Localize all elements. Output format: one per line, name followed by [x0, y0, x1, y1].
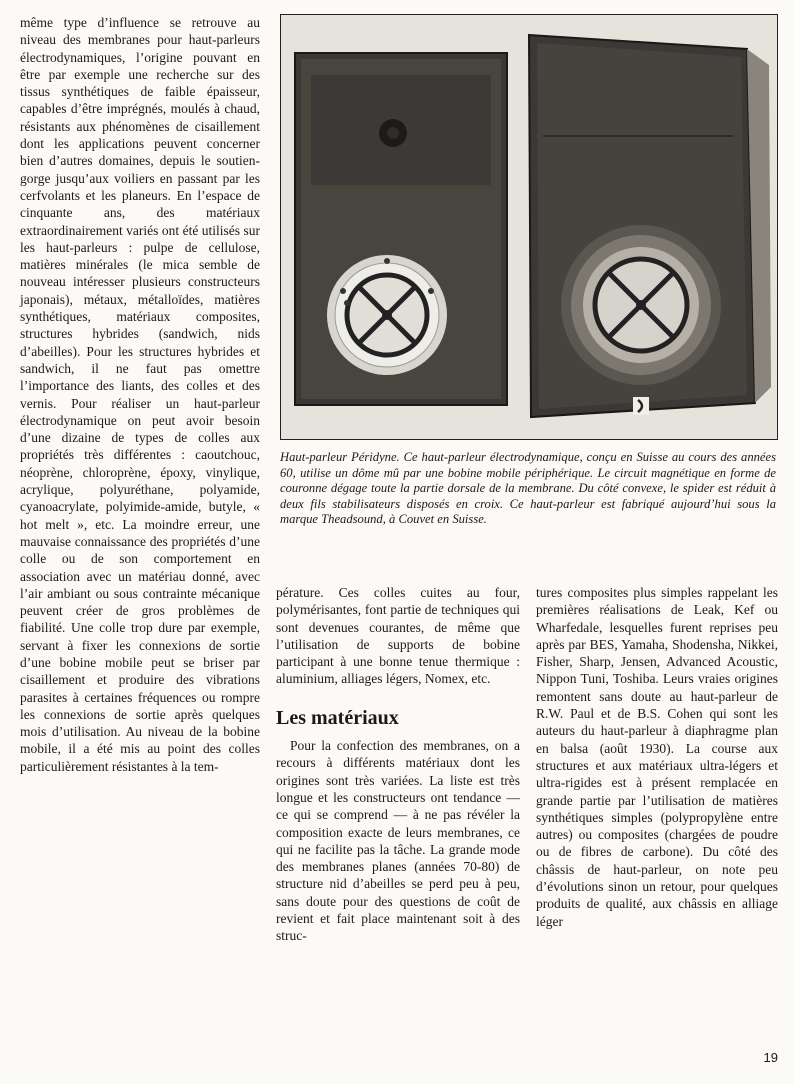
speaker-angled-view: [529, 35, 771, 417]
left-paragraph: même type d’influence se retrouve au niveau des membranes pour haut-parleurs électrodynamiques, l’origine pouvant en être par exemple une recherche sur des tissus synthétiques de faible épaisseur, capables d’être imprégnés, moulés à chaud, résistants aux phénomènes de cisaillement dont les applications peuvent concerner bien d’autres domaines, depuis le soutien-gorge jusqu’aux voiliers en passant par les cerfvolants et les planeurs. En l’espace de cinquante ans, des matériaux extraordinairement variés ont été utilisés sur les haut-parleurs : pulpe de cellulose, matières minérales (le mica semble de nouveau intéresser plusieurs constructeurs japonais), métaux, métalloïdes, matières synthétiques, matériaux composites, structures hybrides (sandwich, nids d’abeilles). Pour les structures hybrides et sandwich, il ne faut pas omettre l’importance des liants, des colles et des vernis. Pour réaliser un haut-parleur électrodynamique on peut avoir besoin d’une dizaine de types de colles aux propriétés très différentes : caoutchouc, néoprène, chloroprène, époxy, vinylique, acrylique, polyuréthane, polyamide, cyanoacrylate, polyimide-amide, butyle, « hot melt », etc. La moindre erreur, une mauvaise connaissance des propriétés d’une colle ou de son comportement en association avec un matériau donné, avec l’air ambiant ou sous contrainte mécanique peuvent créer de gros problèmes de fiabilité. Une colle trop dure par exemple, servant à fixer les connexions de sortie d’une bobine mobile peut se briser par cisaillement et produire des vibrations parasites à certaines fréquences ou rompre les connexions de sortie après quelques mois d’utilisation. Au niveau de la bobine mobile, il a été mis au point des colles particulièrement résistantes à la tem-: [20, 15, 260, 774]
left-column: [20, 14, 260, 775]
middle-paragraph-2: Pour la confection des membranes, on a recours à différents matériaux dont les origines sont très variées. La liste est très longue et les constructeurs ont tendance — ce qui se comprend — à ne pas révéler la composition exacte de leurs membranes, ce qui ne facilite pas la tâche. La grande mode des membranes planes (années 70-80) de structure nid d’abeilles se perd peu à peu, sans doute pour des questions de coût de revient et fait place maintenant soit à des struc-: [276, 738, 520, 944]
middle-paragraph-1: pérature. Ces colles cuites au four, polymérisantes, font partie de techniques qui sont devenues courantes, de même que l’utilisation de supports de bobine participant à une bonne tenue thermique : aluminium, alliages légers, Nomex, etc.: [276, 585, 520, 687]
right-paragraph-1: tures composites plus simples rappelant les premières réalisations de Leak, Kef ou Wharfedale, lesquelles furent reprises peu après par BES, Yamaha, Shodensha, Nikkei, Fisher, Sharp, Jensen, Advanced Acoustic, Nippon Tuni, Toshiba. Leurs vraies origines remontent sans doute au haut-parleur de R.W. Paul et de B.S. Cohen qui sont les auteurs du haut-parleur à diaphragme plan en balsa (août 1930). La course aux structures et aux matériaux ultra-légers et ultra-rigides est à présent remplacée en grande partie par l’utilisation de matières synthétiques simples (polypropylène entre autres) ou composites (chargées de poudre ou de fibres de carbone). Du côté des châssis de haut-parleur, on note peu d’évolutions sinon un retour, pour quelques produits de qualité, aux châssis en alliage léger: [536, 585, 778, 929]
speaker-illustration: [281, 15, 777, 439]
middle-column: [276, 584, 520, 945]
right-column: [536, 584, 778, 930]
speaker-photo: [280, 14, 778, 440]
figure-caption: Haut-parleur Péridyne. Ce haut-parleur électrodynamique, conçu en Suisse au cours des années 60, utilise un dôme mû par une bobine mobile périphérique. Le circuit magnétique en forme de couronne dégage toute la partie dorsale de la membrane. Du côté convexe, le spider est réduit à deux fils stabilisateurs disposés en croix. Ce haut-parleur est fabriqué aujourd’hui sous la marque Theadsound, à Couvet en Suisse.: [280, 450, 776, 527]
speaker-front-view: [295, 53, 507, 405]
page-number: 19: [763, 1050, 778, 1065]
section-heading: Les matériaux: [276, 706, 399, 729]
